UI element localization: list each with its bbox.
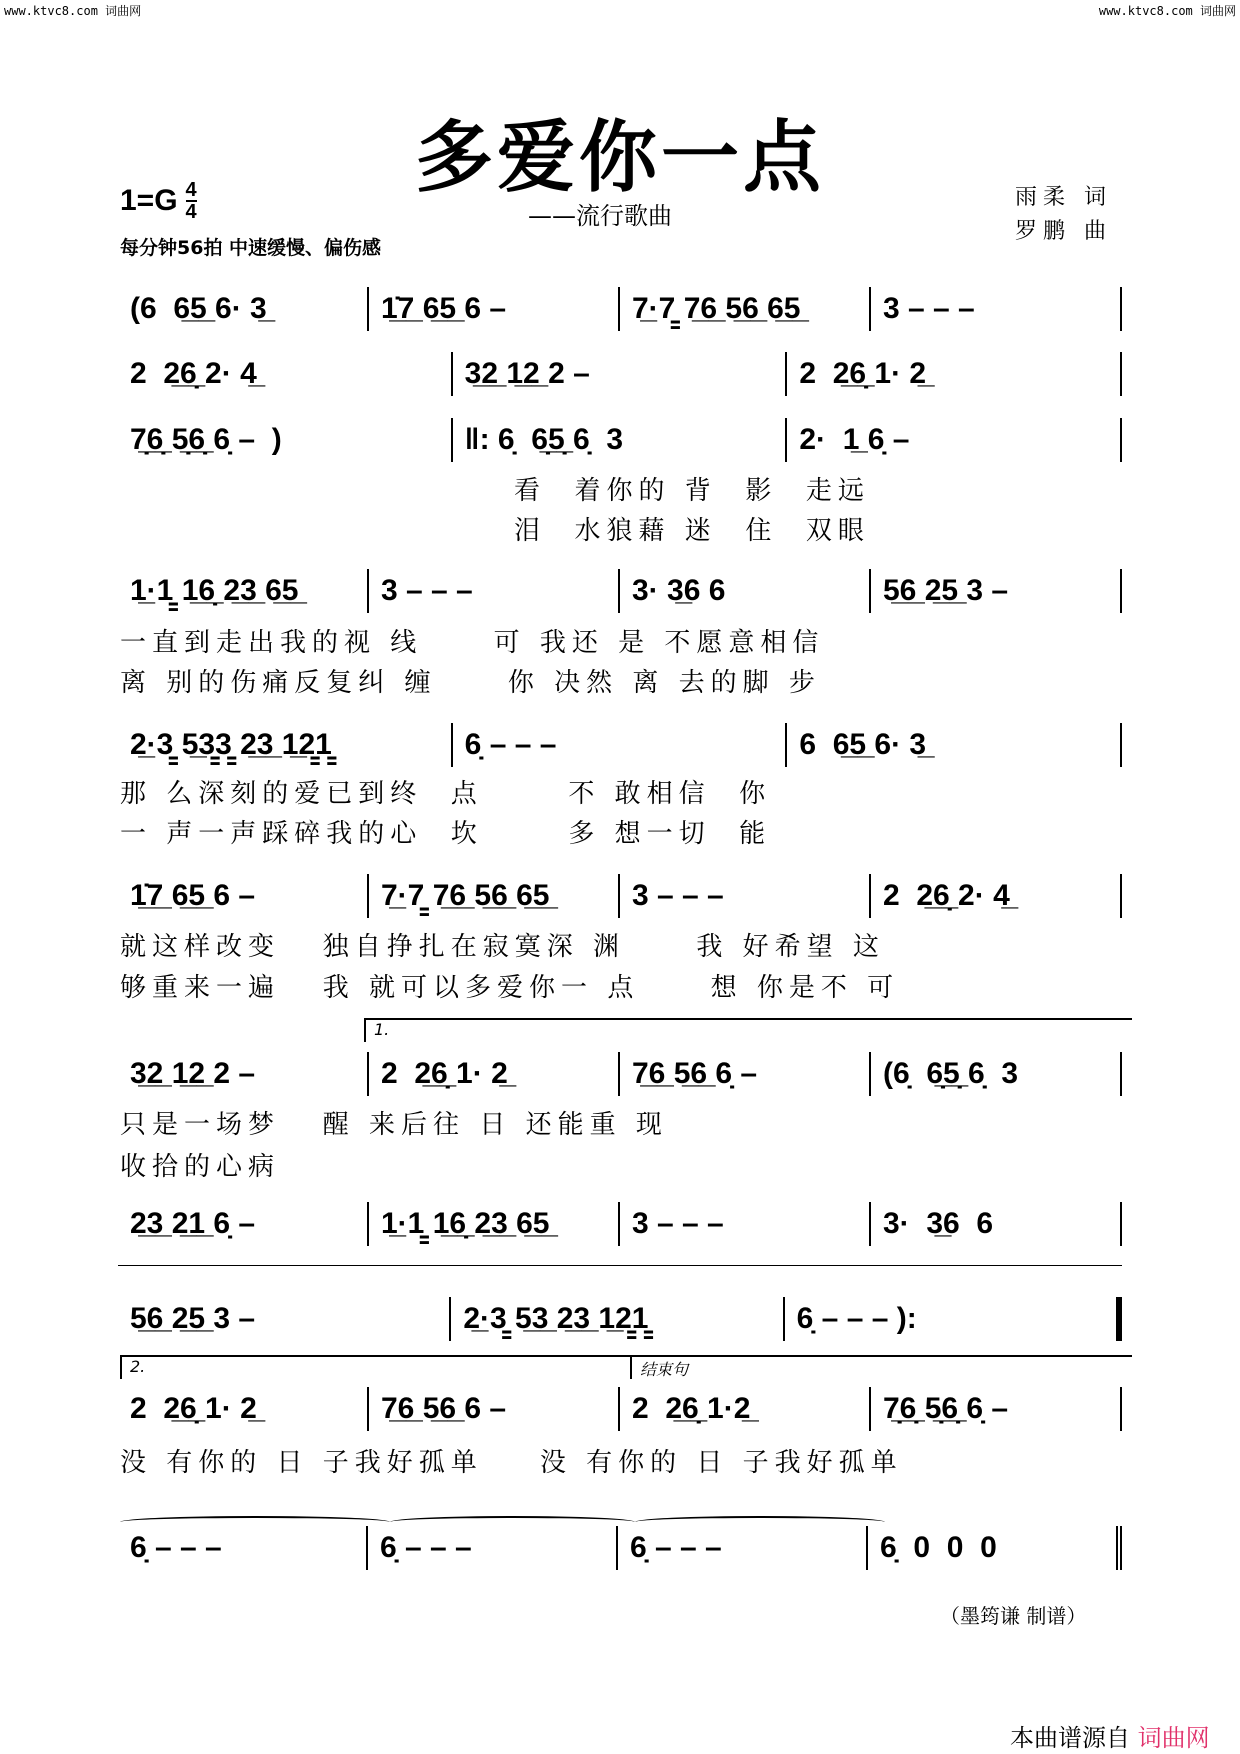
measure: (6 6̲5̲ 6· 3̲ — [118, 287, 369, 331]
tie-arc — [635, 1516, 885, 1528]
song-title: 多爱你一点 — [414, 112, 825, 203]
lyric-line: 一 声一声踩碎我的心 坎 多 想一切 能 — [120, 819, 772, 849]
measure: 1̲̇7̲ 6̲5̲ 6 – — [369, 287, 620, 331]
transcriber-credit: （墨筠谦 制谱） — [940, 1604, 1087, 1628]
composer-credit: 罗鹏 曲 — [1015, 219, 1112, 244]
measure: 2̲·3̳ 5̲3̳3̳ 2̲3̲ 1̲2̳1̳ — [118, 723, 453, 767]
measure: (6̣ 6̲̣5̲̣ 6̣ 3 — [871, 1052, 1122, 1096]
subtitle: ——流行歌曲 — [528, 202, 672, 230]
measure: 3· 3̲6 6 — [620, 569, 871, 613]
key-label: 1=G — [120, 184, 178, 217]
tie-arc — [120, 1516, 390, 1528]
measure: 1̲·1̳ 1̲6̲̣ 2̲3̲ 6̲5̲ — [118, 569, 369, 613]
measure: 6̣ – – – — [453, 723, 788, 767]
measure: 2̲3̲ 2̲1̲ 6̣ – — [118, 1202, 369, 1246]
measure: 6̣ – – – — [368, 1526, 618, 1570]
measure: 7̲·7̳ 7̲6̲ 5̲6̲ 6̲5̲ — [369, 874, 620, 918]
score-row — [118, 287, 1122, 331]
measure: 3 – – – — [620, 1202, 871, 1246]
time-sig-top: 4 — [185, 179, 197, 201]
volta-ending: 结束句 — [630, 1355, 1132, 1379]
measure: 3̲2̲ 1̲2̲ 2 – — [118, 1052, 369, 1096]
measure: 2 2̲6̲̣ 1· 2̲ — [369, 1052, 620, 1096]
footer-brand-link[interactable]: 词曲网 — [1137, 1724, 1210, 1752]
measure: 6̣ – – – — [618, 1526, 868, 1570]
lyric-line: 收拾的心病 — [120, 1152, 281, 1182]
footer-prefix: 本曲谱源自 — [1010, 1724, 1130, 1752]
measure: 2· 1̲ 6̣ – — [787, 418, 1122, 462]
volta-first: 1. — [364, 1018, 1132, 1042]
lyric-line: 只是一场梦 醒 来后往 日 还能重 现 — [120, 1110, 668, 1140]
measure: 7̲6̲ 5̲6̲ 6 – — [369, 1387, 620, 1431]
measure: 3 – – – — [871, 287, 1122, 331]
measure: 2̲·3̳ 5̲3̲ 2̲3̲ 1̲2̳1̳ — [451, 1297, 784, 1341]
measure: 7̲̣6̲̣ 5̲̣6̲̣ 6̣ – ) — [118, 418, 453, 462]
score-row — [118, 1526, 1122, 1570]
time-sig-bottom: 4 — [185, 201, 197, 223]
score-row — [118, 1052, 1122, 1096]
score-row — [118, 723, 1122, 767]
measure: 3̲2̲ 1̲2̲ 2 – — [453, 352, 788, 396]
measure: 5̲6̲ 2̲5̲ 3 – — [118, 1297, 451, 1341]
measure: 7̲6̲ 5̲6̲ 6̣ – — [620, 1052, 871, 1096]
lyric-line: 一直到走出我的视 线 可 我还 是 不愿意相信 — [120, 628, 825, 658]
measure: 6̣ – – – — [118, 1526, 368, 1570]
lyric-line: 够重来一遍 我 就可以多爱你一 点 想 你是不 可 — [120, 973, 900, 1003]
lyric-line: 没 有你的 日 子我好孤单 没 有你的 日 子我好孤单 — [120, 1448, 903, 1478]
measure: 2 2̲6̲̣ 1· 2̲ — [787, 352, 1122, 396]
measure: 6̣ 0 0 0 — [868, 1526, 1122, 1570]
measure: 3 – – – — [369, 569, 620, 613]
measure: 1̲̇7̲ 6̲5̲ 6 – — [118, 874, 369, 918]
system-divider — [118, 1265, 1122, 1266]
score-row — [118, 874, 1122, 918]
score-row — [118, 1297, 1122, 1341]
score-row — [118, 352, 1122, 396]
score-row — [118, 418, 1122, 462]
score-row — [118, 1387, 1122, 1431]
lyric-line: 看 着你的 背 影 走远 — [514, 476, 870, 506]
time-signature — [186, 180, 197, 222]
measure: 7̲̣6̲̣ 5̲̣6̲̣ 6̣ – — [871, 1387, 1122, 1431]
volta-second: 2. — [120, 1355, 635, 1379]
lyricist-credit: 雨柔 词 — [1015, 185, 1112, 210]
lyric-line: 那 么深刻的爱已到终 点 不 敢相信 你 — [120, 779, 772, 809]
measure: 6̣ – – – ): — [785, 1297, 1122, 1341]
measure: ‖: 6̣ 6̲̣5̲̣ 6̣ 3 — [453, 418, 788, 462]
measure: 7̲·7̳ 7̲6̲ 5̲6̲ 6̲5̲ — [620, 287, 871, 331]
watermark-right: www.ktvc8.com 词曲网 — [1098, 4, 1236, 18]
measure: 1̲·1̳ 1̲6̲̣ 2̲3̲ 6̲5̲ — [369, 1202, 620, 1246]
measure: 2 2̲6̲̣ 2· 4̲ — [118, 352, 453, 396]
score-row — [118, 1202, 1122, 1246]
measure: 2 2̲6̲̣ 1·2̲ — [620, 1387, 871, 1431]
tempo-marking: 每分钟56拍 中速缓慢、偏伤感 — [120, 237, 382, 259]
source-footer — [1010, 1718, 1210, 1753]
key-signature — [120, 180, 197, 222]
measure: 3 – – – — [620, 874, 871, 918]
watermark-left: www.ktvc8.com 词曲网 — [4, 4, 142, 18]
tie-arc — [390, 1516, 635, 1528]
lyric-line: 离 别的伤痛反复纠 缠 你 决然 离 去的脚 步 — [120, 668, 821, 698]
score-row — [118, 569, 1122, 613]
measure: 2 2̲6̲̣ 1· 2̲ — [118, 1387, 369, 1431]
measure: 3· 3̲6 6 — [871, 1202, 1122, 1246]
lyric-line: 泪 水狼藉 迷 住 双眼 — [514, 516, 870, 546]
lyric-line: 就这样改变 独自挣扎在寂寞深 渊 我 好希望 这 — [120, 932, 885, 962]
measure: 6 6̲5̲ 6· 3̲ — [787, 723, 1122, 767]
measure: 2 2̲6̲̣ 2· 4̲ — [871, 874, 1122, 918]
measure: 5̲6̲ 2̲5̲ 3 – — [871, 569, 1122, 613]
